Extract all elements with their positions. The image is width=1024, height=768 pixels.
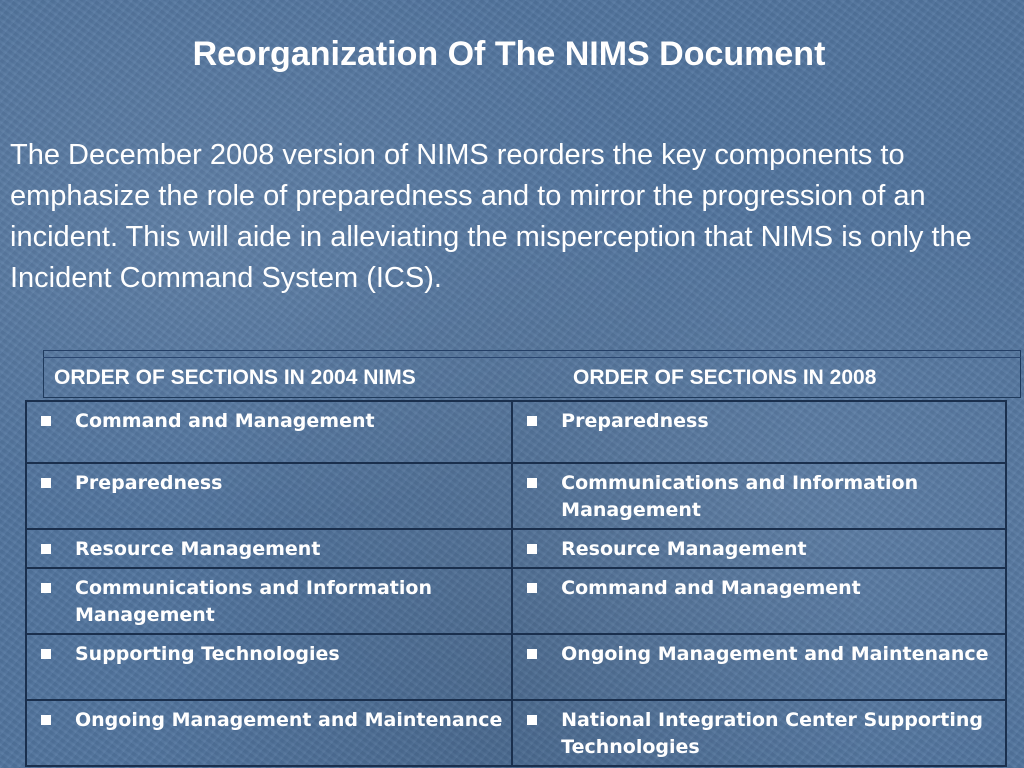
table-cell-2008: Resource Management [512, 529, 1006, 568]
table-cell-2008: Ongoing Management and Maintenance [512, 634, 1006, 700]
square-bullet-icon [513, 575, 561, 602]
table-cell-2008: Command and Management [512, 568, 1006, 634]
table-cell-2004: Preparedness [26, 463, 512, 529]
header-2008: ORDER OF SECTIONS IN 2008 [573, 366, 877, 389]
square-bullet-icon [513, 641, 561, 668]
header-2004: ORDER OF SECTIONS IN 2004 NIMS [54, 366, 416, 389]
table-row [26, 463, 1006, 529]
square-bullet-icon [513, 536, 561, 563]
square-bullet-icon [27, 641, 75, 668]
square-bullet-icon [27, 536, 75, 563]
table-row [26, 700, 1006, 766]
table-cell-2004: Supporting Technologies [26, 634, 512, 700]
table-cell-2008: National Integration Center Supporting Technologies [512, 700, 1006, 766]
table-row [26, 401, 1006, 463]
table-cell-2008: Preparedness [512, 401, 1006, 463]
table-cell-2004: Communications and Information Management [26, 568, 512, 634]
column-headers [43, 350, 1021, 398]
table-row [26, 529, 1006, 568]
sections-table [25, 400, 1007, 767]
intro-paragraph: The December 2008 version of NIMS reorders the key components to emphasize the role of preparedness and to mirror the progression of an incident. This will aide in alleviating the misperception that NIMS is only the Incident Command System (ICS). [10, 139, 972, 294]
table-cell-2004: Resource Management [26, 529, 512, 568]
square-bullet-icon [513, 408, 561, 435]
square-bullet-icon [27, 470, 75, 497]
table-row [26, 634, 1006, 700]
table-cell-2004: Command and Management [26, 401, 512, 463]
square-bullet-icon [27, 575, 75, 602]
square-bullet-icon [513, 707, 561, 734]
square-bullet-icon [27, 408, 75, 435]
square-bullet-icon [513, 470, 561, 497]
table-row [26, 568, 1006, 634]
table-cell-2004: Ongoing Management and Maintenance [26, 700, 512, 766]
square-bullet-icon [27, 707, 75, 734]
table-cell-2008: Communications and Information Management [512, 463, 1006, 529]
slide-title: Reorganization Of The NIMS Document [192, 35, 826, 73]
